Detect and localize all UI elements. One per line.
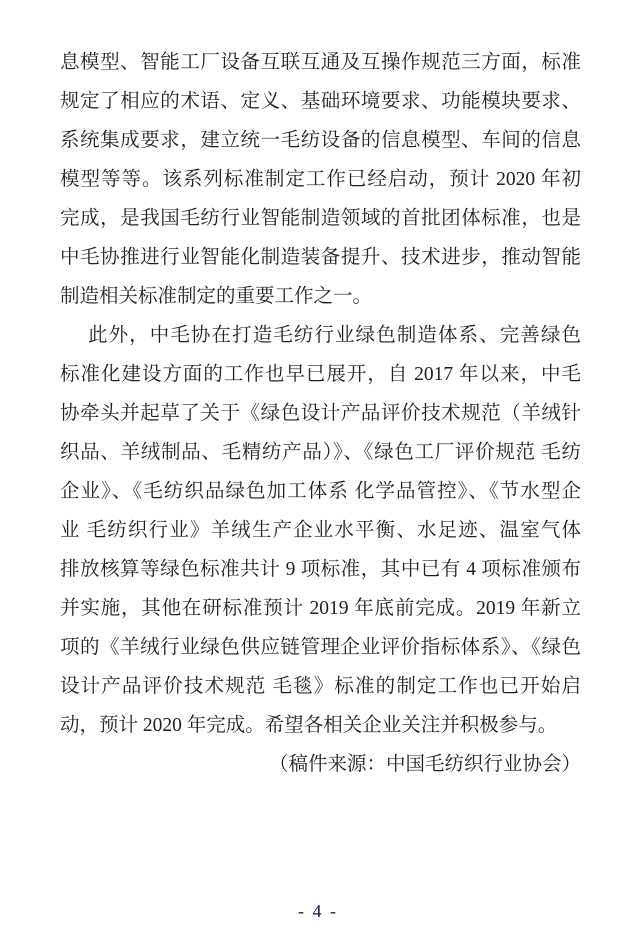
body-line: 项的《羊绒行业绿色供应链管理企业评价指标体系》、《绿色 (60, 637, 581, 658)
body-line: 并实施，其他在研标准预计 2019 年底前完成。2019 年新立 (60, 598, 581, 619)
body-line: 系统集成要求，建立统一毛纺设备的信息模型、车间的信息 (60, 130, 581, 151)
body-line: 中毛协推进行业智能化制造装备提升、技术进步，推动智能 (60, 247, 581, 268)
body-line-paragraph-end: 制造相关标准制定的重要工作之一。 (60, 286, 373, 307)
body-line: 规定了相应的术语、定义、基础环境要求、功能模块要求、 (60, 91, 581, 112)
source-attribution: （稿件来源：中国毛纺织行业协会） (268, 754, 581, 775)
body-line: 模型等等。该系列标准制定工作已经启动，预计 2020 年初 (60, 169, 581, 190)
body-line: 完成，是我国毛纺行业智能制造领域的首批团体标准，也是 (60, 208, 581, 229)
body-line: 企业》、《毛纺织品绿色加工体系 化学品管控》、《节水型企 (60, 481, 581, 502)
body-line-paragraph-end: 动，预计 2020 年完成。希望各相关企业关注并积极参与。 (60, 715, 558, 736)
body-line: 协牵头并起草了关于《绿色设计产品评价技术规范（羊绒针 (60, 403, 581, 424)
body-line: 设计产品评价技术规范 毛毯》标准的制定工作也已开始启 (60, 676, 581, 697)
body-line: 织品、羊绒制品、毛精纺产品）》、《绿色工厂评价规范 毛纺 (60, 442, 581, 463)
body-line-paragraph-start: 此外，中毛协在打造毛纺行业绿色制造体系、完善绿色 (88, 325, 581, 346)
page-number: - 4 - (298, 901, 338, 921)
body-line: 业 毛纺织行业》羊绒生产企业水平衡、水足迹、温室气体 (60, 520, 581, 541)
body-text-block (60, 43, 581, 784)
body-line: 排放核算等绿色标准共计 9 项标准，其中已有 4 项标准颁布 (60, 559, 581, 580)
body-line: 息模型、智能工厂设备互联互通及互操作规范三方面，标准 (60, 52, 581, 73)
body-line: 标准化建设方面的工作也早已展开，自 2017 年以来，中毛 (60, 364, 581, 385)
